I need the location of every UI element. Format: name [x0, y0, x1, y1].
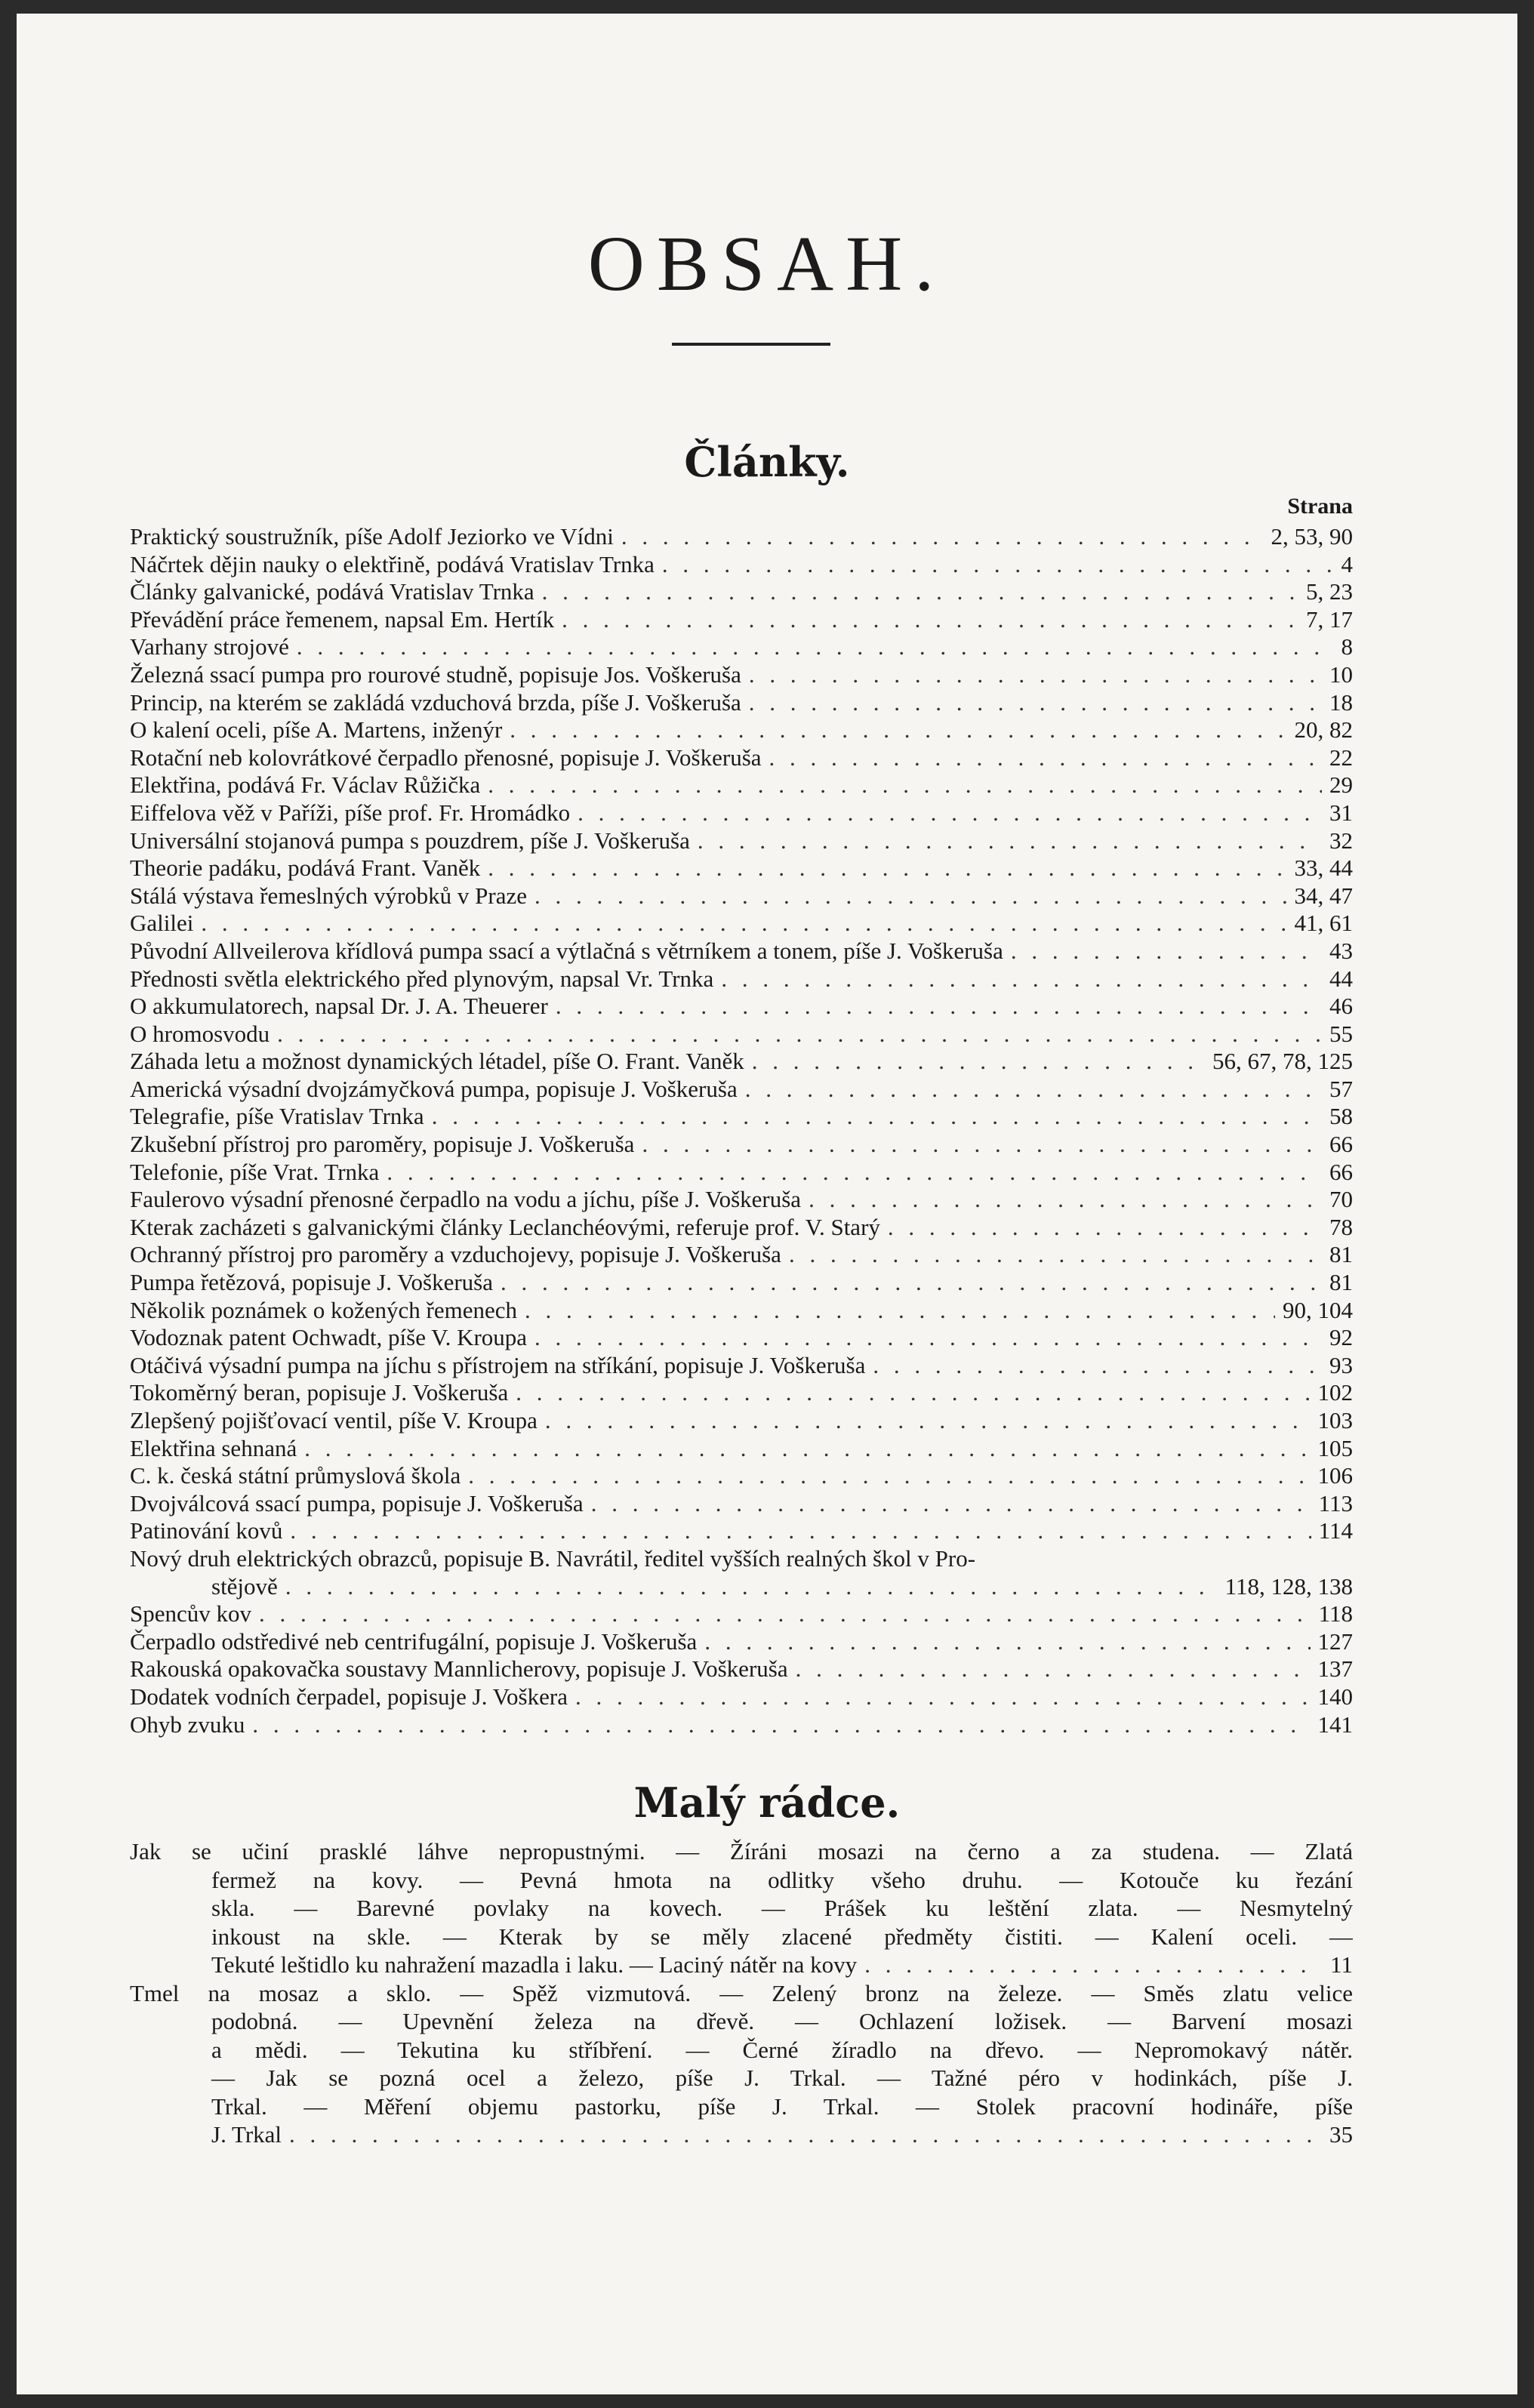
toc-entry-pages: 118, 128, 138 [1224, 1572, 1353, 1600]
dot-leader [501, 1269, 1322, 1297]
dot-leader [542, 578, 1298, 606]
toc-entry-title: Eiffelova věž v Paříži, píše prof. Fr. Hromádko [130, 799, 571, 826]
toc-entry [130, 1655, 1353, 1683]
maly-radce-line-text: a mědi. — Tekutina ku stříbření. — Černé žíradlo na dřevo. — Nepromokavý nátěr. [211, 2036, 1353, 2063]
toc-entry [130, 1517, 1353, 1545]
toc-entry [130, 1545, 1353, 1573]
toc-entry [130, 1048, 1353, 1076]
toc-entry-title: Ochranný přístroj pro paroměry a vzduchojevy, popisuje J. Voškeruša [130, 1241, 781, 1268]
toc-entry [130, 1711, 1353, 1739]
toc-entry-title: Princip, na kterém se zakládá vzduchová brzda, píše J. Voškeruša [130, 688, 741, 716]
toc-entry [130, 938, 1353, 965]
dot-leader [745, 1076, 1322, 1104]
dot-leader [488, 855, 1286, 882]
toc-entry-pages: 90, 104 [1283, 1296, 1353, 1323]
maly-radce-list [130, 1837, 1353, 2149]
dot-leader [510, 716, 1286, 744]
maly-radce-line [130, 1894, 1353, 1923]
maly-radce-line-text: — Jak se pozná ocel a železo, píše J. Trkal. — Tažné péro v hodinkách, píše J. [211, 2065, 1353, 2091]
dot-leader [789, 1241, 1322, 1269]
toc-entry-title: Kterak zacházeti s galvanickými články Leclanchéovými, referuje prof. V. Starý [130, 1213, 880, 1240]
maly-radce-line [130, 2007, 1353, 2036]
toc-entry-title: Tokoměrný beran, popisuje J. Voškeruša [130, 1379, 509, 1406]
toc-entry [130, 1490, 1353, 1518]
toc-entry [130, 1076, 1353, 1104]
toc-entry-pages: 93 [1329, 1351, 1353, 1378]
toc-entry [130, 855, 1353, 882]
clanky-toc [130, 523, 1353, 1738]
toc-entry [130, 771, 1353, 799]
dot-leader [749, 661, 1322, 689]
toc-entry-title: Elektřina, podává Fr. Václav Růžička [130, 771, 481, 799]
toc-entry-pages: 10 [1329, 661, 1353, 688]
toc-entry [130, 1352, 1353, 1380]
toc-entry [130, 689, 1353, 717]
toc-entry [130, 993, 1353, 1021]
dot-leader [704, 1628, 1310, 1656]
dot-leader [642, 1131, 1322, 1159]
toc-entry-pages: 20, 82 [1294, 716, 1353, 744]
toc-entry-pages: 32 [1329, 827, 1353, 854]
dot-leader [662, 551, 1334, 579]
dot-leader [252, 1711, 1310, 1739]
dot-leader [201, 910, 1286, 938]
toc-entry-title: Americká výsadní dvojzámyčková pumpa, popisuje J. Voškeruša [130, 1075, 738, 1102]
dot-leader [304, 1435, 1310, 1463]
toc-entry-pages: 81 [1329, 1241, 1353, 1268]
dot-leader [516, 1379, 1310, 1407]
toc-entry-title: Spencův kov [130, 1600, 252, 1627]
toc-entry-pages: 8 [1341, 633, 1353, 661]
toc-entry-pages: 57 [1329, 1075, 1353, 1102]
toc-entry-pages: 105 [1317, 1434, 1353, 1461]
toc-entry-title: O hromosvodu [130, 1020, 270, 1047]
toc-entry-pages: 4 [1341, 550, 1353, 577]
toc-entry [130, 1297, 1353, 1325]
toc-entry-pages: 31 [1329, 799, 1353, 826]
dot-leader [259, 1600, 1311, 1628]
title-divider [672, 343, 830, 346]
document-page [17, 14, 1517, 2394]
dot-leader [289, 2120, 1322, 2149]
toc-entry-title: Zkušební přístroj pro paroměry, popisuje J. Voškeruša [130, 1131, 635, 1158]
maly-radce-line-text: Trkal. — Měření objemu pastorku, píše J. Trkal. — Stolek pracovní hodináře, píše [211, 2092, 1353, 2120]
toc-entry-title: O akkumulatorech, napsal Dr. J. A. Theuerer [130, 993, 548, 1020]
toc-entry-pages: 114 [1318, 1517, 1353, 1544]
maly-radce-page: 35 [1329, 2121, 1353, 2148]
toc-entry-title: Rotační neb kolovrátkové čerpadlo přenosné, popisuje J. Voškeruša [130, 744, 762, 771]
toc-entry [130, 827, 1353, 855]
toc-entry-title: Patinování kovů [130, 1517, 283, 1544]
dot-leader [749, 689, 1322, 717]
maly-radce-line [130, 1923, 1353, 1951]
maly-radce-line-text: fermež na kovy. — Pevná hmota na odlitky všeho druhu. — Kotouče ku řezání [211, 1866, 1353, 1893]
toc-entry-title: Varhany strojové [130, 633, 289, 661]
maly-radce-line [130, 2120, 1353, 2149]
toc-entry-pages: 102 [1317, 1379, 1353, 1406]
toc-entry-title: O kalení oceli, píše A. Martens, inženýr [130, 716, 503, 744]
toc-entry-pages: 56, 67, 78, 125 [1212, 1048, 1353, 1075]
dot-leader [277, 1021, 1322, 1048]
toc-entry-pages: 44 [1329, 965, 1353, 992]
toc-entry [130, 1214, 1353, 1242]
maly-radce-line [130, 1837, 1353, 1866]
toc-entry-title: Záhada letu a možnost dynamických létadel, píše O. Frant. Vaněk [130, 1048, 744, 1075]
toc-entry [130, 1379, 1353, 1407]
toc-entry-pages: 66 [1329, 1158, 1353, 1185]
dot-leader [285, 1573, 1218, 1601]
toc-entry-pages: 7, 17 [1306, 605, 1353, 633]
maly-radce-heading: Malý rádce. [633, 1778, 901, 1827]
toc-entry-title: C. k. česká státní průmyslová škola [130, 1462, 461, 1489]
toc-entry-title: Ohyb zvuku [130, 1711, 245, 1738]
toc-entry-title: Telefonie, píše Vrat. Trnka [130, 1158, 380, 1185]
dot-leader [468, 1462, 1310, 1490]
toc-entry-pages: 103 [1317, 1407, 1353, 1433]
toc-entry-title: Čerpadlo odstředivé neb centrifugální, popisuje J. Voškeruša [130, 1627, 698, 1655]
dot-leader [525, 1297, 1275, 1325]
toc-entry-title: Rakouská opakovačka soustavy Mannlicherovy, popisuje J. Voškeruša [130, 1655, 788, 1683]
toc-entry [130, 1573, 1353, 1601]
dot-leader [534, 882, 1287, 910]
toc-entry-title: Převádění práce řemenem, napsal Em. Hertík [130, 605, 555, 633]
toc-entry-pages: 18 [1329, 688, 1353, 716]
toc-entry-title: stějově [211, 1572, 278, 1600]
toc-entry [130, 965, 1353, 993]
dot-leader [721, 965, 1322, 993]
toc-entry-pages: 33, 44 [1294, 855, 1353, 882]
toc-entry-pages: 43 [1329, 937, 1353, 964]
toc-entry-pages: 137 [1317, 1655, 1353, 1683]
toc-entry [130, 523, 1353, 551]
toc-entry-title: Dvojválcová ssací pumpa, popisuje J. Voškeruša [130, 1489, 584, 1517]
toc-entry [130, 1159, 1353, 1187]
toc-entry-pages: 5, 23 [1306, 578, 1353, 605]
toc-entry-pages: 46 [1329, 993, 1353, 1020]
toc-entry-pages: 141 [1317, 1711, 1353, 1738]
toc-entry [130, 1241, 1353, 1269]
toc-entry-title: Dodatek vodních čerpadel, popisuje J. Voškera [130, 1683, 568, 1710]
maly-radce-line [130, 2092, 1353, 2121]
dot-leader [873, 1352, 1322, 1380]
toc-entry-pages: 118 [1318, 1600, 1353, 1627]
toc-entry [130, 661, 1353, 689]
toc-entry-title: Pumpa řetězová, popisuje J. Voškeruša [130, 1269, 493, 1296]
toc-entry-title: Nový druh elektrických obrazců, popisuje B. Navrátil, ředitel vyšších realných škol v Pro- [130, 1544, 976, 1572]
toc-entry-title: Galilei [130, 910, 194, 937]
page-column-label: Strana [1287, 494, 1353, 519]
toc-entry [130, 716, 1353, 744]
dot-leader [591, 1490, 1311, 1518]
dot-leader [796, 1655, 1311, 1683]
toc-entry [130, 1435, 1353, 1463]
toc-entry-title: Praktický soustružník, píše Adolf Jeziorko ve Vídni [130, 523, 614, 550]
toc-entry [130, 799, 1353, 827]
maly-radce-line-text: J. Trkal [211, 2121, 282, 2148]
maly-radce-line-text: podobná. — Upevnění železa na dřevě. — Ochlazení ložisek. — Barvení mosazi [211, 2008, 1353, 2034]
dot-leader [387, 1159, 1322, 1187]
toc-entry [130, 1683, 1353, 1711]
maly-radce-line-text: Tmel na mosaz a sklo. — Spěž vizmutová. — Zelený bronz na železe. — Směs zlatu velice [130, 1979, 1353, 2006]
toc-entry [130, 1324, 1353, 1352]
toc-entry-title: Vodoznak patent Ochwadt, píše V. Kroupa [130, 1324, 528, 1351]
dot-leader [534, 1324, 1322, 1352]
toc-entry-pages: 140 [1317, 1683, 1353, 1710]
dot-leader [809, 1186, 1322, 1214]
toc-entry-pages: 41, 61 [1294, 910, 1353, 937]
maly-radce-line-text: inkoust na skle. — Kterak by se měly zlacené předměty čistiti. — Kalení oceli. — [211, 1923, 1353, 1950]
maly-radce-line [130, 1951, 1353, 1979]
toc-entry-pages: 113 [1318, 1489, 1353, 1517]
toc-entry [130, 1462, 1353, 1490]
toc-entry-title: Otáčivá výsadní pumpa na jíchu s přístrojem na stříkání, popisuje J. Voškeruša [130, 1351, 866, 1378]
toc-entry-pages: 70 [1329, 1186, 1353, 1213]
maly-radce-entry [130, 1837, 1353, 1979]
toc-entry-pages: 66 [1329, 1131, 1353, 1158]
toc-entry-title: Stálá výstava řemeslných výrobků v Praze [130, 882, 527, 909]
maly-radce-line [130, 2036, 1353, 2065]
toc-entry [130, 882, 1353, 910]
toc-entry-pages: 58 [1329, 1103, 1353, 1130]
maly-radce-line-text: Jak se učiní prasklé láhve nepropustnými. — Žíráni mosazi na černo a za studena. — Zlatá [130, 1838, 1353, 1865]
dot-leader [752, 1048, 1205, 1076]
toc-entry [130, 1186, 1353, 1214]
toc-entry-title: Faulerovo výsadní přenosné čerpadlo na vodu a jíchu, píše J. Voškeruša [130, 1186, 802, 1213]
clanky-heading: Články. [684, 438, 850, 486]
toc-entry-title: Telegrafie, píše Vratislav Trnka [130, 1103, 424, 1130]
toc-entry [130, 633, 1353, 661]
toc-entry [130, 578, 1353, 606]
toc-entry-pages: 22 [1329, 744, 1353, 771]
dot-leader [297, 633, 1334, 661]
toc-entry-title: Články galvanické, podává Vratislav Trnka [130, 578, 534, 605]
toc-entry-title: Železná ssací pumpa pro rourové studně, popisuje Jos. Voškeruša [130, 661, 741, 688]
dot-leader [698, 827, 1322, 855]
dot-leader [769, 744, 1322, 772]
toc-entry-title: Náčrtek dějin nauky o elektřině, podává Vratislav Trnka [130, 550, 655, 577]
maly-radce-entry [130, 1979, 1353, 2149]
toc-entry-title: Přednosti světla elektrického před plynovým, napsal Vr. Trnka [130, 965, 714, 992]
toc-entry [130, 551, 1353, 579]
toc-entry-pages: 78 [1329, 1213, 1353, 1240]
maly-radce-line [130, 1979, 1353, 2008]
toc-entry-pages: 55 [1329, 1020, 1353, 1047]
toc-entry [130, 1021, 1353, 1048]
dot-leader [575, 1683, 1311, 1711]
maly-radce-line [130, 1866, 1353, 1895]
dot-leader [578, 799, 1322, 827]
dot-leader [545, 1407, 1311, 1435]
dot-leader [621, 523, 1264, 551]
toc-entry-pages: 29 [1329, 771, 1353, 799]
toc-entry [130, 1131, 1353, 1159]
toc-entry-title: Několik poznámek o kožených řemenech [130, 1296, 518, 1323]
dot-leader [488, 771, 1322, 799]
toc-entry [130, 606, 1353, 634]
toc-entry-title: Theorie padáku, podává Frant. Vaněk [130, 855, 481, 882]
toc-entry-title: Universální stojanová pumpa s pouzdrem, píše J. Voškeruša [130, 827, 690, 854]
toc-entry-pages: 127 [1317, 1627, 1353, 1655]
toc-entry-title: Elektřina sehnaná [130, 1434, 297, 1461]
toc-entry-pages: 34, 47 [1294, 882, 1353, 909]
toc-entry-pages: 106 [1317, 1462, 1353, 1489]
page-title: OBSAH. [587, 220, 947, 307]
maly-radce-page: 11 [1330, 1951, 1353, 1978]
toc-entry [130, 744, 1353, 772]
toc-entry-pages: 2, 53, 90 [1271, 523, 1353, 550]
toc-entry [130, 1600, 1353, 1628]
dot-leader [1011, 938, 1322, 965]
dot-leader [556, 993, 1322, 1021]
maly-radce-line-text: Tekuté leštidlo ku nahražení mazadla i laku. — Laciný nátěr na kovy [211, 1951, 858, 1978]
dot-leader [432, 1103, 1322, 1131]
toc-entry [130, 1269, 1353, 1297]
toc-entry-pages: 81 [1329, 1269, 1353, 1296]
toc-entry-pages: 92 [1329, 1324, 1353, 1351]
toc-entry [130, 910, 1353, 938]
toc-entry-title: Zlepšený pojišťovací ventil, píše V. Kroupa [130, 1407, 538, 1433]
dot-leader [864, 1951, 1323, 1979]
toc-entry [130, 1407, 1353, 1435]
toc-entry [130, 1103, 1353, 1131]
maly-radce-line-text: skla. — Barevné povlaky na kovech. — Prášek ku leštění zlata. — Nesmytelný [211, 1895, 1353, 1921]
dot-leader [290, 1517, 1311, 1545]
maly-radce-line [130, 2064, 1353, 2092]
dot-leader [888, 1214, 1322, 1242]
toc-entry [130, 1628, 1353, 1656]
dot-leader [562, 606, 1298, 634]
toc-entry-title: Původní Allveilerova křídlová pumpa ssací a výtlačná s větrníkem a tonem, píše J. Voškeruša [130, 937, 1003, 964]
